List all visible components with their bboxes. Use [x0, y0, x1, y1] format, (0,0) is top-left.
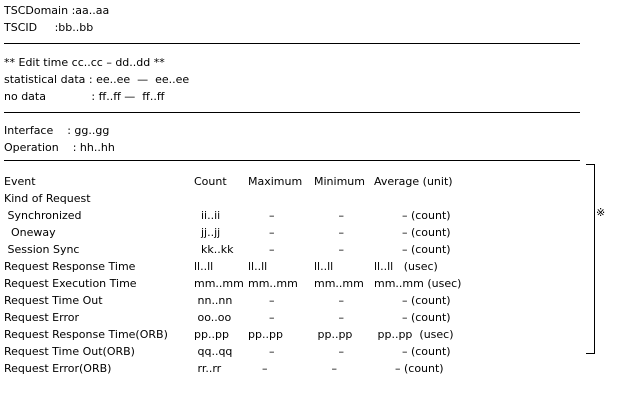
event-cell: Oneway	[4, 226, 56, 239]
event-cell: Session Sync	[4, 243, 80, 256]
count-cell: jj..jj	[194, 226, 221, 239]
section-label: Kind of Request	[4, 192, 91, 205]
header-maximum: Maximum	[248, 175, 303, 188]
avg-cell: – (count)	[374, 311, 451, 324]
no-data-line: no data : ff..ff — ff..ff	[4, 90, 165, 103]
header-event: Event	[4, 175, 36, 188]
min-cell: –	[314, 243, 344, 256]
event-cell: Request Response Time(ORB)	[4, 328, 168, 341]
max-cell: –	[248, 226, 275, 239]
max-cell: –	[248, 362, 268, 375]
avg-cell: – (count)	[374, 362, 444, 375]
avg-cell: – (count)	[374, 226, 451, 239]
max-cell: ll..ll	[248, 260, 268, 273]
min-cell: –	[314, 226, 344, 239]
count-cell: ll..ll	[194, 260, 214, 273]
domain-line: TSCDomain :aa..aa	[4, 4, 110, 17]
avg-cell: mm..mm (usec)	[374, 277, 462, 290]
min-cell: –	[314, 345, 344, 358]
max-cell: –	[248, 209, 275, 222]
count-cell: mm..mm	[194, 277, 244, 290]
avg-cell: – (count)	[374, 345, 451, 358]
avg-cell: – (count)	[374, 294, 451, 307]
note-mark: ※	[596, 206, 606, 219]
header-count: Count	[194, 175, 227, 188]
min-cell: –	[314, 311, 344, 324]
count-cell: kk..kk	[194, 243, 234, 256]
avg-cell: – (count)	[374, 243, 451, 256]
min-cell: –	[314, 294, 344, 307]
max-cell: –	[248, 345, 275, 358]
bracket	[586, 164, 595, 354]
id-line: TSCID :bb..bb	[4, 21, 94, 34]
min-cell: –	[314, 362, 337, 375]
max-cell: pp..pp	[248, 328, 283, 341]
event-cell: Synchronized	[4, 209, 82, 222]
statistical-data-line: statistical data : ee..ee — ee..ee	[4, 73, 190, 86]
avg-cell: – (count)	[374, 209, 451, 222]
event-cell: Request Execution Time	[4, 277, 137, 290]
interface-line: Interface : gg..gg	[4, 124, 110, 137]
event-cell: Request Error(ORB)	[4, 362, 112, 375]
divider-2	[4, 112, 580, 113]
edit-time-line: ** Edit time cc..cc – dd..dd **	[4, 56, 165, 69]
operation-line: Operation : hh..hh	[4, 141, 115, 154]
event-cell: Request Error	[4, 311, 79, 324]
max-cell: –	[248, 243, 275, 256]
avg-cell: ll..ll (usec)	[374, 260, 438, 273]
header-minimum: Minimum	[314, 175, 365, 188]
event-cell: Request Time Out	[4, 294, 103, 307]
max-cell: –	[248, 311, 275, 324]
divider-3	[4, 160, 580, 161]
count-cell: ii..ii	[194, 209, 221, 222]
divider-1	[4, 43, 580, 44]
event-cell: Request Time Out(ORB)	[4, 345, 135, 358]
max-cell: –	[248, 294, 275, 307]
header-average: Average (unit)	[374, 175, 453, 188]
max-cell: mm..mm	[248, 277, 298, 290]
min-cell: ll..ll	[314, 260, 334, 273]
min-cell: –	[314, 209, 344, 222]
count-cell: oo..oo	[194, 311, 232, 324]
min-cell: mm..mm	[314, 277, 364, 290]
min-cell: pp..pp	[314, 328, 353, 341]
avg-cell: pp..pp (usec)	[374, 328, 454, 341]
count-cell: nn..nn	[194, 294, 233, 307]
event-cell: Request Response Time	[4, 260, 136, 273]
count-cell: pp..pp	[194, 328, 229, 341]
count-cell: qq..qq	[194, 345, 233, 358]
count-cell: rr..rr	[194, 362, 222, 375]
